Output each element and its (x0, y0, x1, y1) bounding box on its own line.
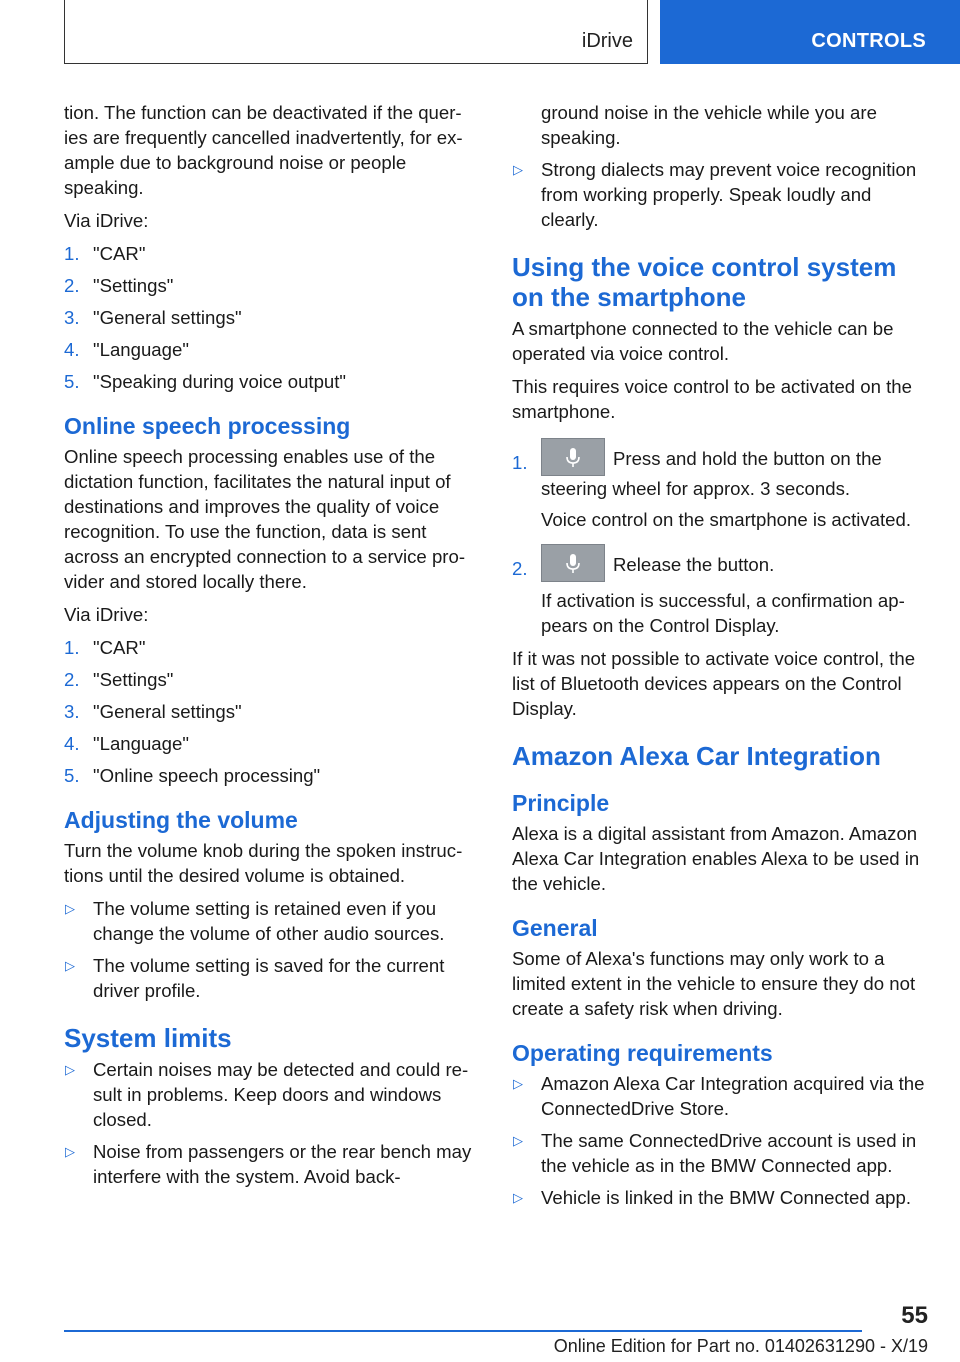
heading-amazon-alexa: Amazon Alexa Car Integration (512, 741, 881, 771)
list-item: ▷ Amazon Alexa Car Integration acquired via the ConnectedDrive Store. (513, 1073, 925, 1119)
list-item: ▷ Vehicle is linked in the BMW Connected app. (513, 1187, 912, 1208)
bullet-triangle-icon: ▷ (513, 1076, 523, 1091)
step-number: 1. (512, 452, 528, 473)
step-number: 5. (64, 371, 80, 392)
volume-paragraph: Turn the volume knob during the spoken instruc-tions until the desired volume is obtained. (64, 840, 463, 886)
header-chapter-tab (660, 0, 960, 64)
continued-bullets (512, 100, 930, 232)
bullet-triangle-icon: ▷ (65, 901, 75, 916)
list-item: ▷ The volume setting is saved for the current driver profile. (65, 955, 445, 1001)
list-item: ground noise in the vehicle while you are speaking. (541, 102, 877, 148)
header-chapter-label: CONTROLS (811, 30, 926, 52)
list-item: 1. "CAR" (64, 243, 146, 264)
list-item: 4. "Language" (64, 733, 189, 754)
list-item: 3. "General settings" (64, 701, 242, 722)
heading-operating-requirements: Operating requirements (512, 1040, 773, 1066)
list-item: ▷ Strong dialects may prevent voice recognition from working properly. Speak loudly and clearly. (513, 159, 917, 230)
smartphone-paragraph-2: This requires voice control to be activated on the smartphone. (512, 376, 912, 422)
heading-principle: Principle (512, 790, 610, 816)
list-item: 1. Press and hold the button on the steering wheel for approx. 3 seconds. Voice control on the smartphone is activated. (512, 438, 930, 532)
heading-adjusting-volume: Adjusting the volume (64, 807, 298, 833)
voice-button-icon (541, 544, 605, 582)
principle-paragraph: Alexa is a digital assistant from Amazon. Amazon Alexa Car Integration enables Alexa to be used in the vehicle. (512, 823, 920, 894)
list-item: 5. "Speaking during voice output" (64, 371, 347, 392)
heading-general: General (512, 915, 598, 941)
steps-online-speech (64, 635, 480, 788)
bullet-triangle-icon: ▷ (513, 1190, 523, 1205)
page-number: 55 (901, 1302, 928, 1329)
list-item: 2. "Settings" (64, 275, 174, 296)
list-item: 2. "Settings" (64, 669, 174, 690)
list-item: 3. "General settings" (64, 307, 242, 328)
step-number: 4. (64, 339, 80, 360)
steps-smartphone (512, 438, 930, 638)
footer-divider (64, 1330, 862, 1332)
via-idrive-label: Via iDrive: (64, 210, 149, 231)
list-item: 4. "Language" (64, 339, 189, 360)
step-number: 2. (512, 558, 528, 579)
bullet-triangle-icon: ▷ (65, 958, 75, 973)
footer-edition: Online Edition for Part no. 01402631290 - X/19 (553, 1336, 928, 1356)
header-section-box (64, 0, 648, 64)
list-item: ▷ Certain noises may be detected and could re-sult in problems. Keep doors and windows closed. (65, 1059, 469, 1130)
list-item: 5. "Online speech processing" (64, 765, 321, 786)
steps-voice-output (64, 241, 480, 394)
step-number: 5. (64, 765, 80, 786)
step-number: 2. (64, 669, 80, 690)
list-item: ▷ Noise from passengers or the rear bench may interfere with the system. Avoid back- (65, 1141, 472, 1187)
step-number: 4. (64, 733, 80, 754)
list-item: 1. "CAR" (64, 637, 146, 658)
bullet-triangle-icon: ▷ (65, 1144, 75, 1159)
header-section-label: iDrive (581, 30, 633, 52)
via-idrive-label: Via iDrive: (64, 604, 149, 625)
smartphone-paragraph-3: If it was not possible to activate voice control, the list of Bluetooth devices appears on the Control Display. (512, 648, 916, 719)
general-paragraph: Some of Alexa's functions may only work to a limited extent in the vehicle to ensure they do not create a safety risk when driving. (512, 948, 916, 1019)
volume-bullets (64, 896, 480, 1003)
intro-paragraph: tion. The function can be deactivated if the quer-ies are frequently cancelled inadvertently, for ex-ample due to background noise or people speaking. (64, 102, 463, 198)
list-item: ▷ The same ConnectedDrive account is used in the vehicle as in the BMW Connected app. (513, 1130, 917, 1176)
online-speech-paragraph: Online speech processing enables use of the dictation function, facilitates the natural input of destinations and improves the quality of voice recognition. To use the function, data is sent across an encrypted connection to a service pro-vider and stored locally there. (64, 446, 466, 592)
step-number: 3. (64, 701, 80, 722)
smartphone-paragraph-1: A smartphone connected to the vehicle can be operated via voice control. (512, 318, 894, 364)
page-header (0, 0, 960, 66)
list-item: ▷ The volume setting is retained even if you change the volume of other audio sources. (65, 898, 445, 944)
heading-smartphone-voice: Using the voice control system on the smartphone (512, 252, 897, 312)
heading-system-limits: System limits (64, 1023, 232, 1053)
step-number: 2. (64, 275, 80, 296)
left-column (64, 100, 480, 1197)
limits-bullets (64, 1057, 480, 1189)
heading-online-speech: Online speech processing (64, 413, 351, 439)
bullet-triangle-icon: ▷ (513, 1133, 523, 1148)
bullet-triangle-icon: ▷ (65, 1062, 75, 1077)
right-column (512, 100, 930, 1218)
bullet-triangle-icon: ▷ (513, 162, 523, 177)
step-number: 1. (64, 637, 80, 658)
step-number: 1. (64, 243, 80, 264)
step-number: 3. (64, 307, 80, 328)
requirements-bullets (512, 1071, 930, 1210)
list-item: 2. Release the button. If activation is successful, a confirmation ap-pears on the Control Display. (512, 544, 930, 638)
voice-button-icon (541, 438, 605, 476)
